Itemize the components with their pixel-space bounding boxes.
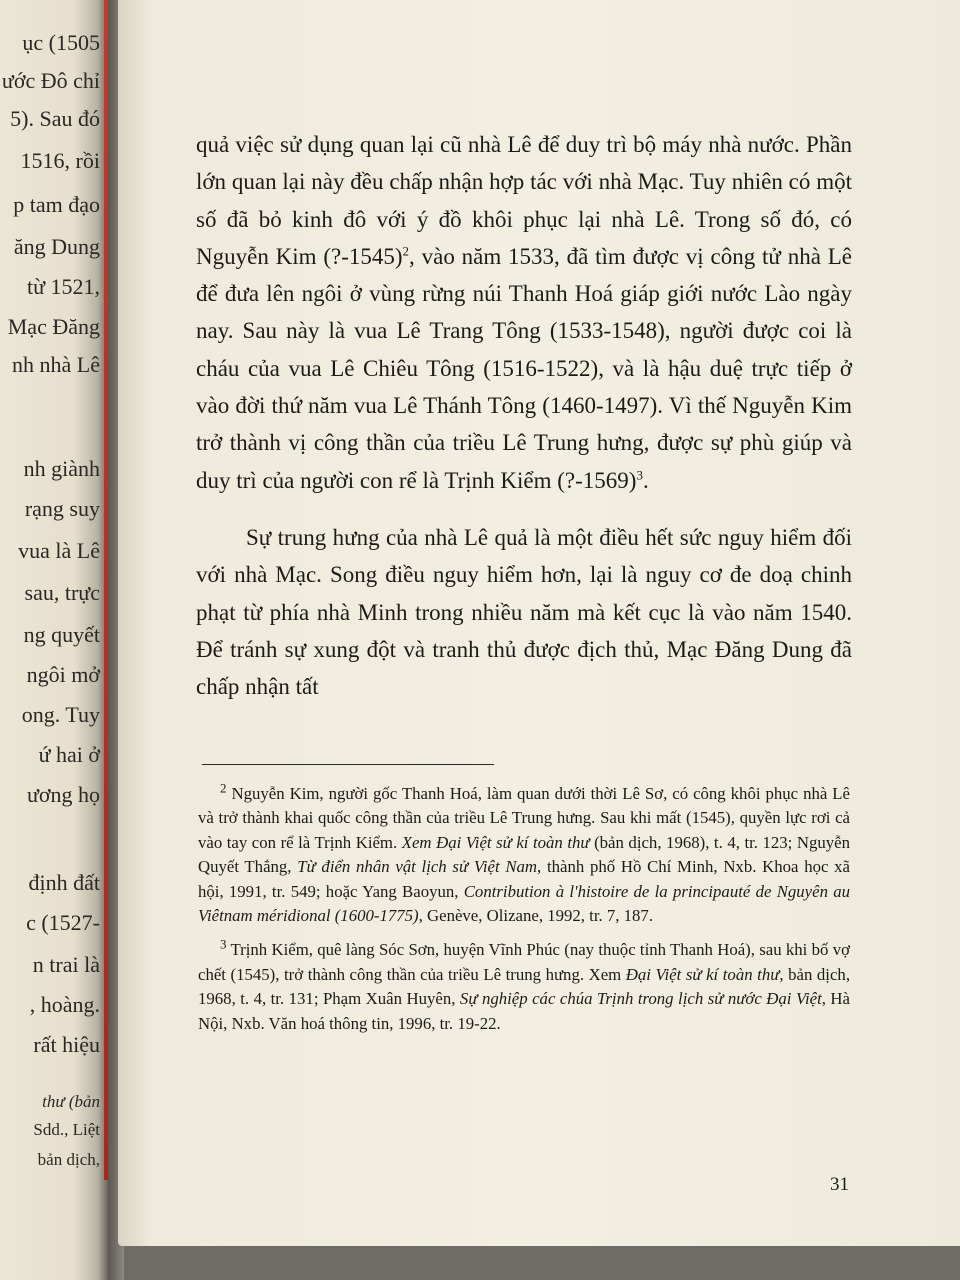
footnote-separator (202, 764, 494, 765)
footnote-text: , Genève, Olizane, 1992, tr. 7, 187. (418, 906, 654, 926)
paragraph-1 (196, 126, 852, 499)
footnote-number: 3 (220, 936, 227, 952)
facing-page-text: , hoàng. (29, 992, 100, 1017)
footnote-italic-text: Đại Việt sử kí toàn thư (436, 832, 590, 852)
facing-page-text: rạng suy (24, 496, 100, 521)
paragraph-1-text: , vào năm 1533, đã tìm được vị công tử nhà Lê để đưa lên ngôi ở vùng rừng núi Thanh Hoá giáp giới nước Lào ngày nay. Sau này là vua Lê Trang Tông (1533-1548), người được coi là cháu của vua Lê Chiêu Tông (1516-1522), và là hậu duệ trực tiếp ở vào đời thứ năm vua Lê Thánh Tông (1460-1497). Vì thế Nguyễn Kim trở thành vị công thần của triều Lê Trung hưng, được sự phù giúp và duy trì của người con rể là Trịnh Kiểm (?-1569) (196, 243, 852, 493)
facing-page-text: ngôi mở (26, 662, 100, 687)
footnotes (198, 782, 850, 1036)
facing-page-text: ứ hai ở (38, 742, 100, 767)
facing-page-text: Mạc Đăng (7, 314, 100, 339)
paragraph-1-text: . (642, 467, 649, 493)
facing-page-text: Sdd., Liệt (33, 1120, 100, 1139)
paragraph-2: Sự trung hưng của nhà Lê quả là một điều hết sức nguy hiểm đối với nhà Mạc. Song điều nguy hiểm hơn, lại là nguy cơ đe doạ chinh phạt từ phía nhà Minh trong nhiều năm mà kết cục là vào năm 1540. Để tránh sự xung đột và tranh thủ được địch thủ, Mạc Đăng Dung đã chấp nhận tất (196, 524, 852, 700)
facing-page-text: 5). Sau đó (10, 106, 100, 131)
facing-page-text: ăng Dung (13, 234, 100, 259)
facing-page-text: ục (1505 (22, 30, 100, 55)
facing-page-text: ước Đô chỉ (1, 68, 100, 93)
book-page (118, 0, 960, 1246)
facing-page-text: nh nhà Lê (12, 352, 100, 377)
facing-page-text: bản dịch, (37, 1150, 100, 1169)
footnote-italic-text: Xem (401, 832, 437, 852)
footnote-italic-text: Contribution à l'histoire de la principauté de Nguyên au Viêtnam méridional (1600-1775) (198, 881, 851, 926)
facing-page-text: nh giành (23, 456, 100, 481)
facing-page-text: sau, trực (24, 580, 100, 605)
facing-page (0, 0, 106, 1280)
facing-page-text: c (1527- (26, 910, 100, 935)
page-number: 31 (830, 1174, 849, 1195)
facing-page-text: ng quyết (23, 622, 100, 647)
footnote-marker: 3 (636, 467, 643, 483)
facing-page-text: p tam đạo (13, 192, 100, 217)
paragraph-1-text: quả việc sử dụng quan lại cũ nhà Lê để duy trì bộ máy nhà nước. Phần lớn quan lại này đều chấp nhận hợp tác với nhà Mạc. Tuy nhiên có một số đã bỏ kinh đô với ý đồ khôi phục lại nhà Lê. Trong số đó, có Nguyễn Kim (?-1545) (196, 132, 852, 269)
facing-page-text: 1516, rồi (20, 148, 100, 173)
footnote-italic-text: Sự nghiệp các chúa Trịnh trong lịch sử nước Đại Việt (459, 989, 822, 1009)
footnote-marker: 2 (402, 243, 410, 259)
facing-page-text: ương họ (26, 782, 100, 807)
footnote-2 (198, 782, 850, 928)
facing-page-text: rất hiệu (33, 1032, 100, 1057)
footnote-italic-text: Đại Việt sử kí toàn thư (625, 964, 780, 984)
footnote-text: Trịnh Kiểm, quê làng Sóc Sơn, huyện Vĩnh Phúc (nay thuộc tỉnh Thanh Hoá), sau khi bố vợ chết (1545), trở thành công thần của triều Lê trung hưng. Xem (198, 940, 850, 984)
footnote-italic-text: Từ điển nhân vật lịch sử Việt Nam (297, 857, 538, 877)
footnote-number: 2 (220, 780, 227, 796)
footnote-text: , thành phố Hồ Chí Minh, Nxb. Khoa học xã hội, 1991, tr. 549; hoặc Yang Baoyun, (198, 857, 850, 901)
facing-page-text: từ 1521, (26, 274, 100, 299)
footnote-text: , Hà Nội, Nxb. Văn hoá thông tin, 1996, tr. 19-22. (198, 989, 850, 1033)
footnote-3 (198, 938, 850, 1036)
facing-page-text: vua là Lê (18, 538, 100, 563)
facing-page-text: ong. Tuy (21, 702, 100, 727)
footnote-text: (bản dịch, 1968), t. 4, tr. 123; Nguyễn Quyết Thắng, (198, 832, 851, 877)
facing-page-text: n trai là (32, 952, 100, 977)
footnote-text: , bản dịch, 1968, t. 4, tr. 131; Phạm Xuân Huyên, (198, 964, 851, 1009)
main-text (196, 126, 852, 705)
facing-page-text: định đất (28, 870, 100, 895)
facing-page-text: thư (bản (42, 1092, 100, 1111)
footnote-text: Nguyễn Kim, người gốc Thanh Hoá, làm quan dưới thời Lê Sơ, có công khôi phục nhà Lê và trở thành khai quốc công thần của triều Lê Trung hưng. Sau khi mất (1545), quyền lực rơi cả vào tay con rể là Trịnh Kiểm. (198, 784, 850, 852)
